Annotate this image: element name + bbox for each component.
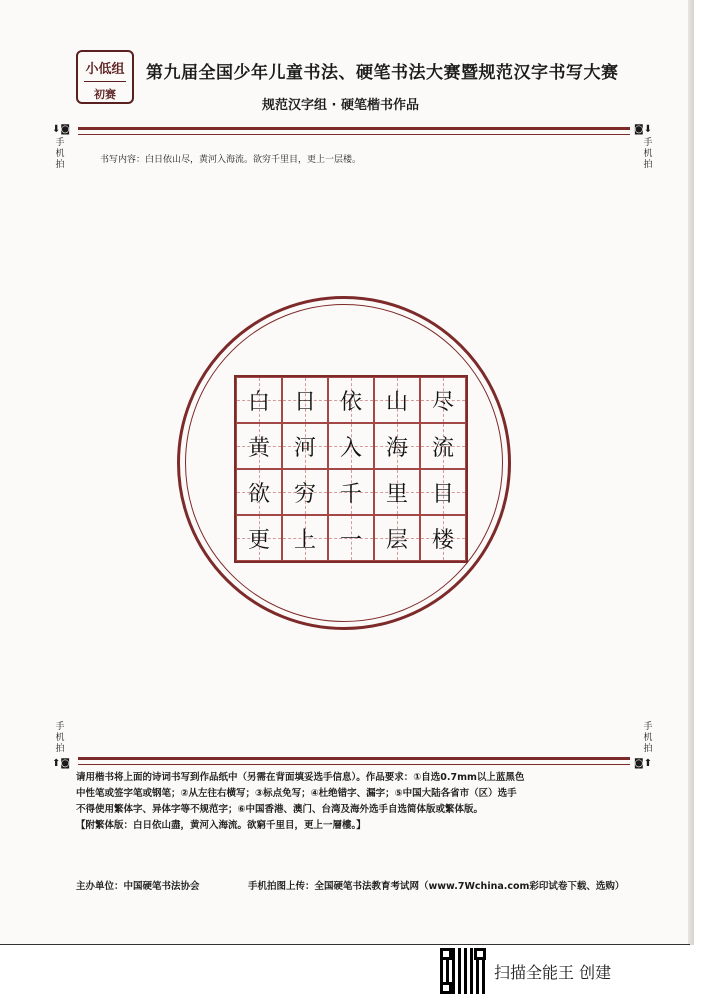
- camera-icon: ◙⬆: [634, 758, 653, 769]
- writing-content: 书写内容：白日依山尽，黄河入海流。欲穷千里目，更上一层楼。: [100, 155, 362, 165]
- side-label-right-top: 手机拍: [643, 138, 653, 170]
- bottom-double-rule: [78, 757, 630, 765]
- side-label-left-top: 手机拍: [55, 138, 65, 170]
- camera-icon: ⬆◙: [52, 758, 71, 769]
- grid-cell: 层: [374, 515, 420, 561]
- scanner-watermark: 扫描全能王 创建: [494, 963, 612, 982]
- camera-icon: ⬇◙: [52, 124, 71, 135]
- writing-grid: [236, 377, 466, 561]
- grid-cell: 里: [374, 469, 420, 515]
- organizer-text: 主办单位：中国硬笔书法协会: [76, 881, 200, 892]
- badge-round-label: 初赛: [94, 88, 116, 101]
- requirement-line: 请用楷书将上面的诗词书写到作品纸中（另需在背面填妥选手信息）。作品要求：①自选0.7mm以上蓝黑色: [76, 772, 525, 783]
- grid-cell: 楼: [420, 515, 466, 561]
- grid-cell: 白: [236, 377, 282, 423]
- grid-cell: 日: [282, 377, 328, 423]
- page-subtitle: 规范汉字组 · 硬笔楷书作品: [262, 98, 419, 113]
- paper-edge: [688, 0, 694, 945]
- grid-cell: 依: [328, 377, 374, 423]
- grid-cell: 黄: [236, 423, 282, 469]
- grid-cell: 河: [282, 423, 328, 469]
- grid-cell: 目: [420, 469, 466, 515]
- grid-cell: 海: [374, 423, 420, 469]
- upload-text: 手机拍图上传：全国硬笔书法教育考试网（www.7Wchina.com彩印试卷下载、选购）: [248, 881, 625, 892]
- grid-cell: 入: [328, 423, 374, 469]
- requirements-text: [76, 770, 636, 834]
- page-title: 第九届全国少年儿童书法、硬笔书法大赛暨规范汉字书写大赛: [146, 63, 619, 83]
- grid-cell: 流: [420, 423, 466, 469]
- page-bottom-line: [0, 944, 690, 945]
- badge-group-label: 小低组: [85, 62, 125, 77]
- grid-cell: 欲: [236, 469, 282, 515]
- group-badge: [76, 50, 134, 104]
- requirement-line: 【附繁体版：白日依山盡，黄河入海流。欲窮千里目，更上一層樓。】: [76, 820, 366, 831]
- grid-cell: 上: [282, 515, 328, 561]
- camera-icon: ◙⬇: [634, 124, 653, 135]
- qr-code-icon: [440, 948, 486, 994]
- grid-cell: 山: [374, 377, 420, 423]
- grid-cell: 千: [328, 469, 374, 515]
- grid-cell: 尽: [420, 377, 466, 423]
- grid-cell: 一: [328, 515, 374, 561]
- grid-cell: 穷: [282, 469, 328, 515]
- requirement-line: 不得使用繁体字、异体字等不规范字；⑥中国香港、澳门、台湾及海外选手自选简体版或繁体版。: [76, 804, 484, 815]
- grid-cell: 更: [236, 515, 282, 561]
- requirement-line: 中性笔或签字笔或钢笔；②从左往右横写；③标点免写；④杜绝错字、漏字；⑤中国大陆各省市（区）选手: [76, 788, 517, 799]
- top-double-rule: [78, 127, 630, 135]
- badge-divider: [84, 81, 126, 82]
- side-label-left-bottom: 手机拍: [55, 722, 65, 754]
- side-label-right-bottom: 手机拍: [643, 722, 653, 754]
